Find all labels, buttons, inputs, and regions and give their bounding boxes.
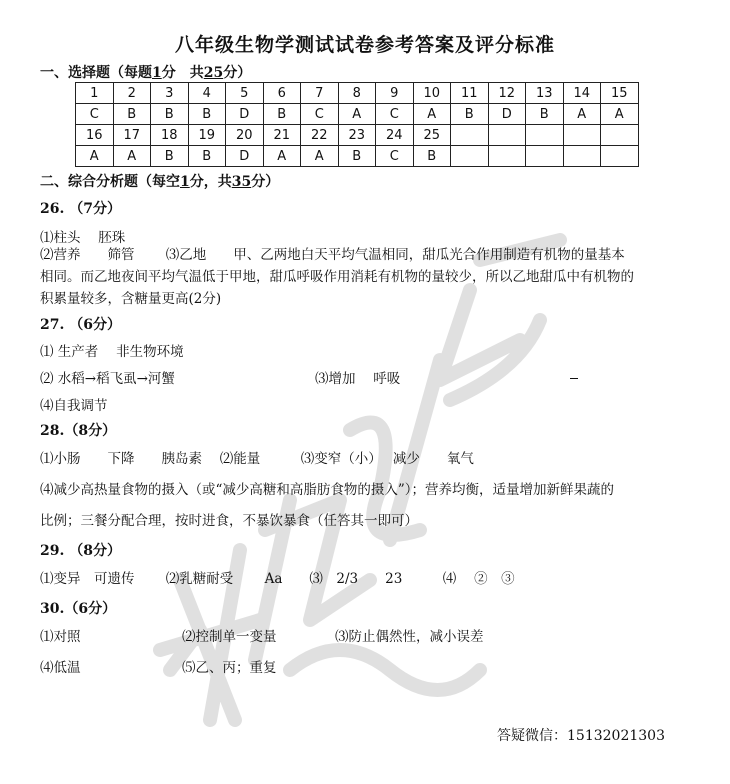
q30-line1a: ⑴对照 xyxy=(40,629,81,645)
answer-cell: D xyxy=(226,146,264,167)
answer-cell: A xyxy=(413,104,451,125)
question-number-cell: 7 xyxy=(301,83,339,104)
q29-header: 29. （8分） xyxy=(40,543,121,559)
answer-row xyxy=(76,104,639,125)
question-number-cell: 3 xyxy=(151,83,189,104)
answer-cell: A xyxy=(338,104,376,125)
question-number-cell: 11 xyxy=(451,83,489,104)
question-number-cell: 20 xyxy=(226,125,264,146)
q28-line2a: ⑷减少高热量食物的摄入（或“减少高糖和高脂肪食物的摄入”）；营养均衡，适量增加新鲜果蔬的 xyxy=(40,482,615,498)
answer-cell: B xyxy=(151,104,189,125)
answer-cell: B xyxy=(151,146,189,167)
answer-cell: A xyxy=(301,146,339,167)
q28-line1: ⑴小肠 下降 胰岛素 ⑵能量 ⑶变窄（小） 减少 氧气 xyxy=(40,451,474,467)
section-1-heading xyxy=(40,62,251,82)
question-number-cell: 23 xyxy=(338,125,376,146)
section-1-prefix: 一、选择题（每题 xyxy=(40,65,152,81)
page-title: 八年级生物学测试试卷参考答案及评分标准 xyxy=(174,34,555,56)
answer-cell: B xyxy=(113,104,151,125)
answer-cell xyxy=(526,146,564,167)
question-number-cell: 17 xyxy=(113,125,151,146)
q27-line1: ⑴ 生产者 非生物环境 xyxy=(40,344,184,360)
answer-row xyxy=(76,146,639,167)
question-number-cell: 12 xyxy=(488,83,526,104)
answer-cell: B xyxy=(188,146,226,167)
answer-table xyxy=(75,82,639,167)
q30-line1b: ⑵控制单一变量 xyxy=(182,629,277,645)
q27-line3: ⑷自我调节 xyxy=(40,398,108,414)
answer-cell: B xyxy=(263,104,301,125)
q26-header: 26. （7分） xyxy=(40,201,121,217)
answer-cell: C xyxy=(301,104,339,125)
question-number-cell: 25 xyxy=(413,125,451,146)
section-2-mid: 分，共 xyxy=(189,174,232,190)
q27-line2b: ⑶增加 呼吸 xyxy=(315,371,401,387)
q30-header: 30.（6分） xyxy=(40,601,117,617)
question-number-cell: 19 xyxy=(188,125,226,146)
answer-cell: C xyxy=(376,104,414,125)
question-number-cell: 15 xyxy=(601,83,639,104)
question-number-cell: 9 xyxy=(376,83,414,104)
question-number-cell: 10 xyxy=(413,83,451,104)
question-number-cell: 8 xyxy=(338,83,376,104)
q27-line2a: ⑵ 水稻→稻飞虱→河蟹 xyxy=(40,371,175,387)
question-number-cell: 4 xyxy=(188,83,226,104)
answer-cell: D xyxy=(488,104,526,125)
answer-cell: A xyxy=(563,104,601,125)
answer-cell: A xyxy=(263,146,301,167)
answer-cell xyxy=(451,146,489,167)
question-number-cell: 18 xyxy=(151,125,189,146)
q29-line1: ⑴变异 可遗传 ⑵乳糖耐受 Aa ⑶ 2/3 23 ⑷ ② ③ xyxy=(40,571,515,587)
question-number-cell xyxy=(601,125,639,146)
question-number-cell: 1 xyxy=(76,83,114,104)
q26-line2b: 相同。而乙地夜间平均气温低于甲地，甜瓜呼吸作用消耗有机物的量较少，所以乙地甜瓜中有机物的 xyxy=(40,269,634,285)
question-number-cell: 21 xyxy=(263,125,301,146)
section-2-suffix: 分） xyxy=(251,174,280,190)
question-number-cell: 13 xyxy=(526,83,564,104)
answer-cell xyxy=(601,146,639,167)
question-number-row xyxy=(76,125,639,146)
section-1-mid: 分 共 xyxy=(161,65,204,81)
contact-footer: 答疑微信：15132021303 xyxy=(497,728,665,744)
question-number-cell: 2 xyxy=(113,83,151,104)
q28-line2b: 比例；三餐分配合理，按时进食，不暴饮暴食（任答其一即可） xyxy=(40,513,418,529)
section-2-heading xyxy=(40,171,279,191)
q30-line2b: ⑸乙、丙；重复 xyxy=(182,660,277,676)
answer-cell: B xyxy=(338,146,376,167)
answer-cell: D xyxy=(226,104,264,125)
q30-line2a: ⑷低温 xyxy=(40,660,81,676)
answer-cell: C xyxy=(76,104,114,125)
question-number-cell: 16 xyxy=(76,125,114,146)
question-number-cell: 14 xyxy=(563,83,601,104)
answer-cell: C xyxy=(376,146,414,167)
section-2-total: 35 xyxy=(231,174,252,190)
question-number-cell: 5 xyxy=(226,83,264,104)
answer-cell xyxy=(488,146,526,167)
q28-header: 28.（8分） xyxy=(40,423,117,439)
answer-cell: A xyxy=(113,146,151,167)
answer-cell xyxy=(563,146,601,167)
answer-cell: A xyxy=(601,104,639,125)
q26-answer xyxy=(40,244,695,310)
q30-line1c: ⑶防止偶然性，减小误差 xyxy=(335,629,484,645)
question-number-row xyxy=(76,83,639,104)
answer-cell: B xyxy=(188,104,226,125)
question-number-cell: 6 xyxy=(263,83,301,104)
section-1-per-score: 1 xyxy=(152,65,162,81)
section-1-total: 25 xyxy=(203,65,224,81)
q26-line1: ⑴柱头 胚珠 xyxy=(40,230,126,246)
question-number-cell xyxy=(563,125,601,146)
question-number-cell xyxy=(488,125,526,146)
q26-line2c: 积累量较多，含糖量更高(2分) xyxy=(40,291,222,307)
q26-line2a: ⑵营养 筛管 ⑶乙地 甲、乙两地白天平均气温相同，甜瓜光合作用制造有机物的量基本 xyxy=(40,247,625,263)
answer-cell: B xyxy=(526,104,564,125)
answer-cell: B xyxy=(413,146,451,167)
stray-dash xyxy=(570,378,578,379)
question-number-cell xyxy=(526,125,564,146)
question-number-cell: 22 xyxy=(301,125,339,146)
answer-cell: B xyxy=(451,104,489,125)
question-number-cell xyxy=(451,125,489,146)
section-2-prefix: 二、综合分析题（每空 xyxy=(40,174,180,190)
section-1-suffix: 分） xyxy=(223,65,252,81)
q27-header: 27. （6分） xyxy=(40,317,121,333)
answer-cell: A xyxy=(76,146,114,167)
question-number-cell: 24 xyxy=(376,125,414,146)
section-2-per-score: 1 xyxy=(180,174,190,190)
